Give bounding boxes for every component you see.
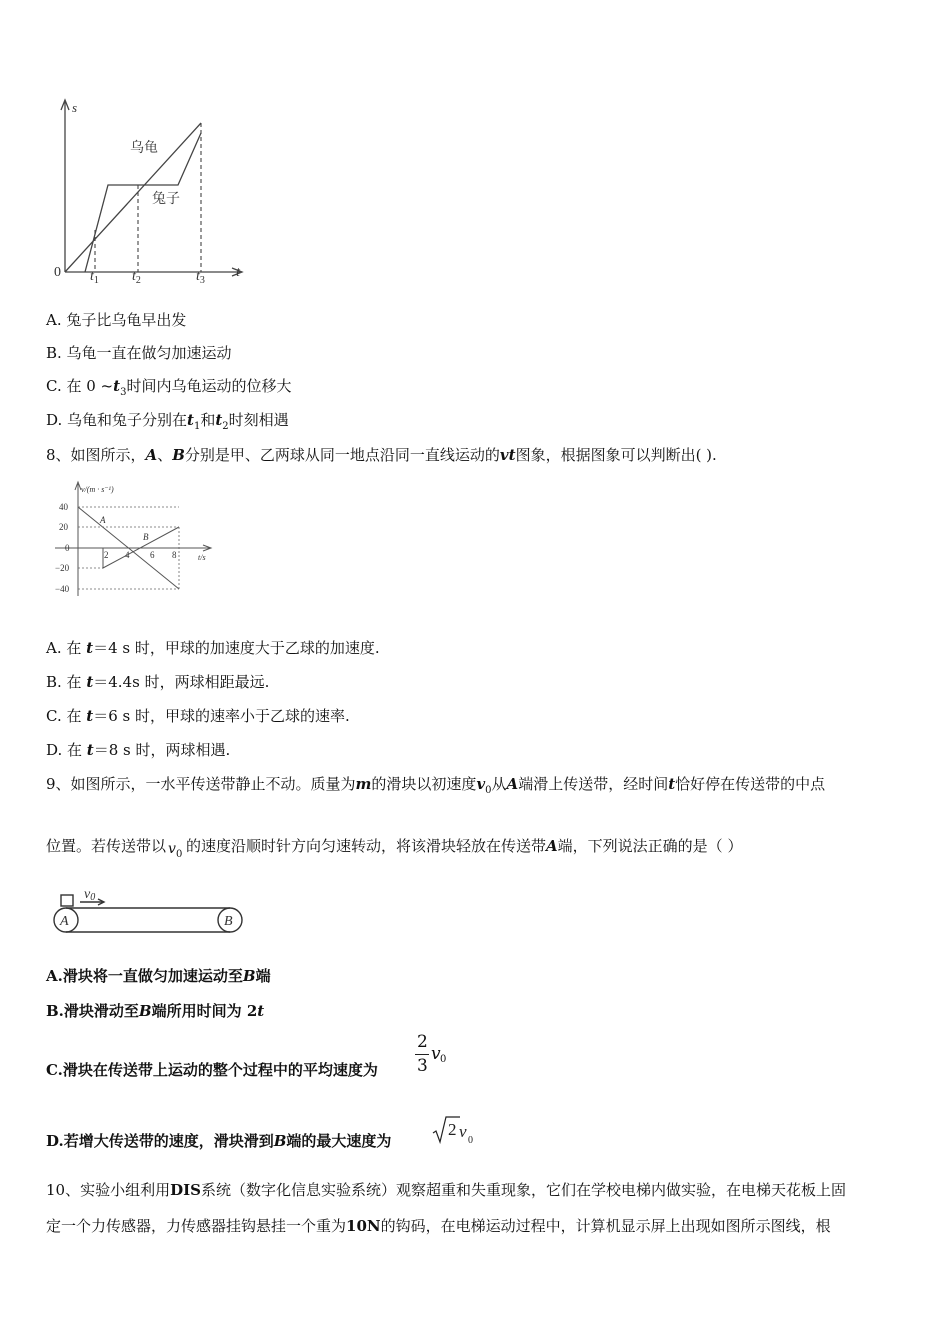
q9-b-t: t bbox=[257, 1002, 265, 1020]
origin-label: 0 bbox=[54, 265, 61, 280]
q9-a-b: B bbox=[242, 967, 256, 985]
q7-c-post: 时间内乌龟运动的位移大 bbox=[126, 377, 292, 395]
frac-v: v bbox=[431, 1044, 441, 1064]
q8-stem-pre: 8、如图所示， bbox=[46, 446, 146, 464]
frac-bar bbox=[415, 1054, 429, 1055]
v-axis-label: v/(m · s⁻¹) bbox=[81, 485, 114, 494]
q8-option-c bbox=[46, 706, 350, 726]
sqrt-radicand: 2 bbox=[448, 1120, 457, 1139]
q8-a-t: t bbox=[86, 639, 94, 657]
q9-l2-post-a: 的速度沿顺时针方向匀速转动，将该滑块轻放在传送带 bbox=[186, 837, 547, 855]
q7-option-b: B. 乌龟一直在做匀加速运动 bbox=[46, 344, 232, 362]
q9-m: m bbox=[355, 775, 372, 793]
t-axis-label: t bbox=[236, 265, 240, 280]
q7-d-post: 时刻相遇 bbox=[228, 411, 289, 429]
q10-l1-pre: 10、实验小组利用 bbox=[46, 1181, 171, 1199]
t-axis-label: t/s bbox=[198, 553, 206, 562]
pulley-b-label: B bbox=[224, 914, 233, 929]
q8-b-post: ＝4.4s 时，两球相距最远. bbox=[93, 673, 270, 691]
s-axis-label: s bbox=[72, 100, 78, 115]
q9-a-post: 端 bbox=[255, 967, 271, 985]
q8-option-a bbox=[46, 638, 380, 658]
q7-d-mid: 和 bbox=[200, 411, 216, 429]
q8-d-pre: D. 在 bbox=[46, 741, 87, 759]
q10-l2-pre: 定一个力传感器，力传感器挂钩悬挂一个重为 bbox=[46, 1217, 347, 1235]
q7-d-s1: 1 bbox=[193, 421, 201, 432]
xtick-2: 2 bbox=[104, 550, 109, 560]
q7-option-a: A. 兔子比乌龟早出发 bbox=[46, 311, 187, 329]
q9-l1-pre: 9、如图所示，一水平传送带静止不动。质量为 bbox=[46, 775, 356, 793]
st-graph-figure bbox=[40, 90, 260, 290]
q7-option-c bbox=[46, 376, 291, 403]
fig-v0-label: v0 bbox=[84, 887, 96, 903]
tortoise-label: 乌龟 bbox=[130, 141, 158, 156]
q9-b-post: 端所用时间为 2 bbox=[151, 1002, 258, 1020]
q8-c-pre: C. 在 bbox=[46, 707, 87, 725]
q7-d-t1: t bbox=[187, 411, 194, 429]
q8-stem bbox=[46, 445, 717, 465]
q9-l2-v: v bbox=[168, 841, 176, 857]
q8-b-pre: B. 在 bbox=[46, 673, 87, 691]
t3-label: $t_3$ bbox=[196, 269, 205, 286]
q7-d-pre: D. 乌龟和兔子分别在 bbox=[46, 411, 188, 429]
q9-a-pre: A.滑块将一直做匀加速运动至 bbox=[46, 967, 243, 985]
q9-l2-v-sub: 0 bbox=[176, 849, 183, 860]
q9-v0-sub: 0 bbox=[485, 785, 492, 796]
ytick-40: 40 bbox=[59, 502, 68, 512]
q9-b-pre: B.滑块滑动至 bbox=[46, 1002, 139, 1020]
q9-d-b: B bbox=[273, 1132, 287, 1150]
q8-option-b bbox=[46, 672, 269, 692]
frac-v-sub: 0 bbox=[440, 1054, 447, 1065]
line-a-label: A bbox=[100, 515, 106, 525]
q10-l2-post: 的钩码，在电梯运动过程中，计算机显示屏上出现如图所示图线，根 bbox=[380, 1217, 831, 1235]
xtick-6: 6 bbox=[150, 550, 155, 560]
q8-stem-post: 图象，根据图象可以判断出( ). bbox=[515, 446, 717, 464]
q7-c-t: t bbox=[113, 377, 121, 395]
q7-d-t2: t bbox=[215, 411, 223, 429]
line-b-label: B bbox=[143, 532, 149, 542]
fraction-two-thirds-v0 bbox=[414, 1032, 454, 1080]
q8-d-t: t bbox=[86, 741, 94, 759]
q9-a: A bbox=[506, 775, 519, 793]
q8-vt: vt bbox=[499, 446, 516, 464]
q8-a-post: ＝4 s 时，甲球的加速度大于乙球的加速度. bbox=[93, 639, 380, 657]
q8-a-pre: A. 在 bbox=[46, 639, 87, 657]
frac-num: 2 bbox=[417, 1032, 428, 1052]
q8-c-post: ＝6 s 时，甲球的速率小于乙球的速率. bbox=[93, 707, 350, 725]
ytick-neg20: −20 bbox=[55, 563, 70, 573]
q9-option-c: C.滑块在传送带上运动的整个过程中的平均速度为 bbox=[46, 1061, 378, 1079]
q10-dis: DIS bbox=[170, 1181, 201, 1199]
ytick-20: 20 bbox=[59, 522, 68, 532]
t2-label: $t_2$ bbox=[132, 269, 141, 286]
q7-option-d bbox=[46, 410, 289, 437]
xtick-8: 8 bbox=[172, 550, 177, 560]
q9-option-a bbox=[46, 966, 271, 986]
q9-stem-line2 bbox=[46, 836, 743, 860]
q8-a: A bbox=[145, 446, 158, 464]
q9-l1-c: 端滑上传送带，经时间 bbox=[518, 775, 669, 793]
conveyor-belt-figure bbox=[48, 882, 248, 942]
q9-l2-pre: 位置。若传送带以 bbox=[46, 837, 167, 855]
q9-l1-b: 从 bbox=[491, 775, 507, 793]
q10-stem-line1 bbox=[46, 1180, 846, 1200]
q9-d-pre: D.若增大传送带的速度，滑块滑到 bbox=[46, 1132, 274, 1150]
slider-block bbox=[61, 895, 73, 906]
t1-label: $t_1$ bbox=[90, 269, 99, 286]
q8-option-d bbox=[46, 740, 230, 760]
q8-sep: 、 bbox=[157, 446, 173, 464]
q9-option-b bbox=[46, 1001, 264, 1021]
vt-graph-figure bbox=[45, 478, 235, 610]
q10-stem-line2 bbox=[46, 1216, 831, 1236]
q8-d-post: ＝8 s 时，两球相遇. bbox=[93, 741, 231, 759]
q9-v0: v bbox=[476, 775, 486, 793]
q7-c-sub: 3 bbox=[120, 387, 127, 398]
sqrt-v-sub: 0 bbox=[468, 1135, 473, 1146]
q9-l1-a: 的滑块以初速度 bbox=[371, 775, 477, 793]
sqrt2-v0-formula bbox=[432, 1114, 478, 1150]
q9-stem-line1 bbox=[46, 774, 825, 801]
ytick-neg40: −40 bbox=[55, 584, 70, 594]
q9-b-b: B bbox=[138, 1002, 152, 1020]
q8-stem-mid: 分别是甲、乙两球从同一地点沿同一直线运动的 bbox=[184, 446, 500, 464]
q9-l2-post-b: 端，下列说法正确的是（ ） bbox=[557, 837, 743, 855]
q10-l1-post: 系统（数字化信息实验系统）观察超重和失重现象，它们在学校电梯内做实验，在电梯天花板上固 bbox=[200, 1181, 846, 1199]
q10-weight: 10N bbox=[346, 1217, 381, 1235]
xtick-4: 4 bbox=[125, 550, 130, 560]
pulley-a-label: A bbox=[60, 914, 69, 929]
q9-l2-a: A bbox=[546, 837, 558, 855]
q8-b-t: t bbox=[86, 673, 94, 691]
q9-option-d bbox=[46, 1131, 391, 1151]
q9-l1-d: 恰好停在传送带的中点 bbox=[675, 775, 826, 793]
q7-c-pre: C. 在 0 ~ bbox=[46, 377, 114, 395]
q9-t: t bbox=[668, 775, 676, 793]
q7-d-s2: 2 bbox=[222, 421, 229, 432]
ytick-0: 0 bbox=[65, 543, 70, 553]
frac-den: 3 bbox=[417, 1056, 428, 1076]
q9-d-post: 端的最大速度为 bbox=[286, 1132, 392, 1150]
q8-b: B bbox=[172, 446, 185, 464]
rabbit-label: 兔子 bbox=[152, 192, 180, 207]
sqrt-v: v bbox=[459, 1122, 467, 1141]
q8-c-t: t bbox=[86, 707, 94, 725]
